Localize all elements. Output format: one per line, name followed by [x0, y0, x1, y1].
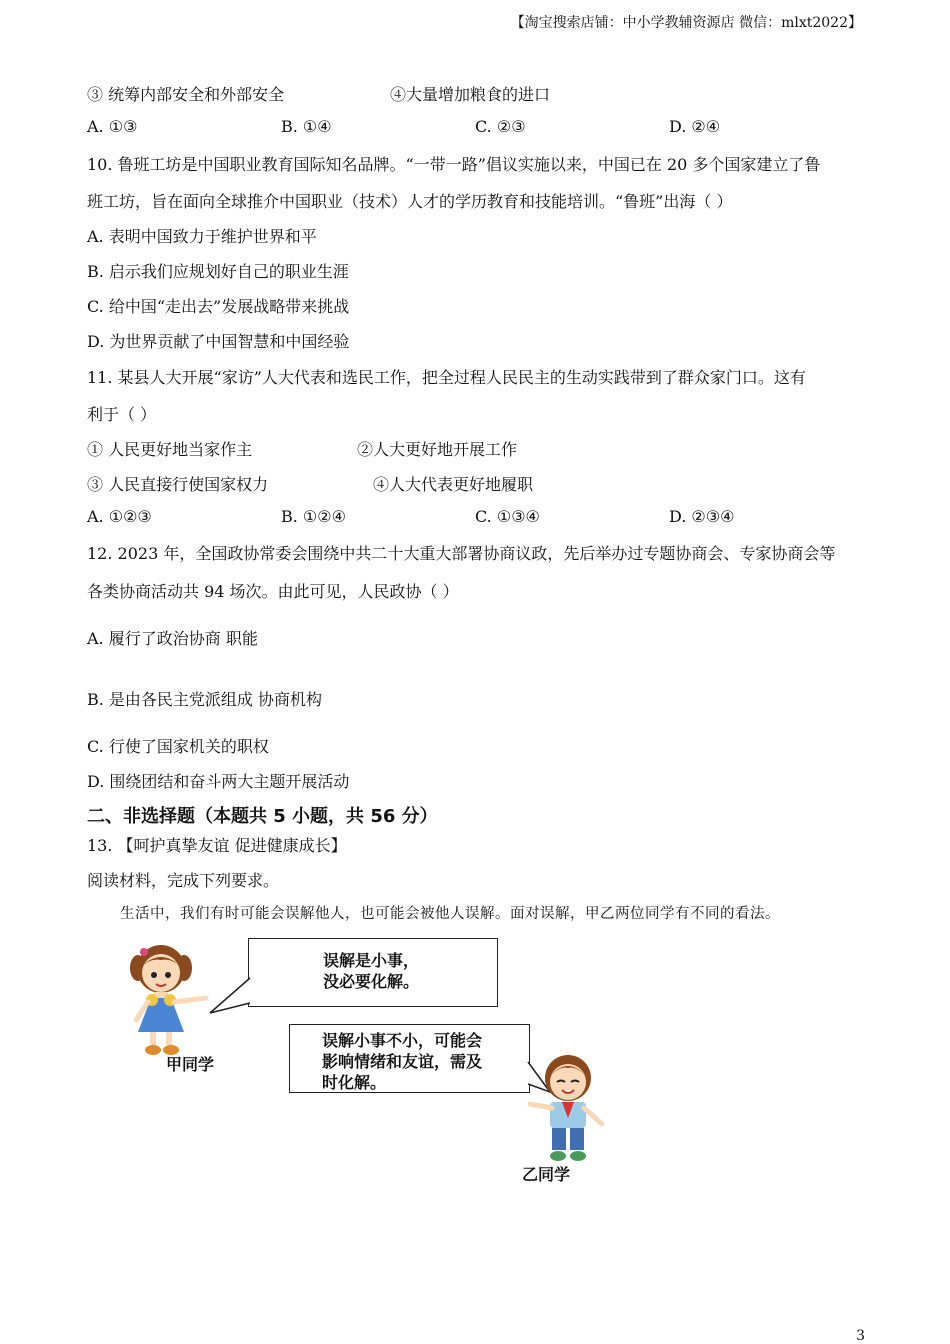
q10-option-a: A. 表明中国致力于维护世界和平	[87, 227, 317, 246]
q12-option-d: D. 围绕团结和奋斗两大主题开展活动	[87, 772, 350, 791]
q12-line2: 各类协商活动共 94 场次。由此可见，人民政协（ ）	[87, 582, 459, 601]
q11-item-2: ②人大更好地开展工作	[357, 440, 518, 459]
q9-choice-c: C. ②③	[475, 117, 526, 136]
page-number: 3	[856, 1328, 865, 1344]
q12-line1: 12. 2023 年，全国政协常委会围绕中共二十大重大部署协商议政，先后举办过专题协商会、专家协商会等	[87, 544, 836, 563]
q10-line2: 班工坊，旨在面向全球推介中国职业（技术）人才的学历教育和技能培训。“鲁班”出海（ ）	[87, 192, 733, 211]
bubble-b-line1: 误解小事不小，可能会	[322, 1031, 483, 1050]
q11-choice-b: B. ①②④	[281, 507, 346, 526]
q11-item-3: ③ 人民直接行使国家权力	[87, 475, 269, 494]
q11-item-4: ④人大代表更好地履职	[373, 475, 534, 494]
bubble-b-line3: 时化解。	[322, 1073, 387, 1092]
student-a-label: 甲同学	[166, 1055, 215, 1074]
q11-line1: 11. 某县人大开展“家访”人大代表和选民工作，把全过程人民民主的生动实践带到了群众家门口。这有	[87, 368, 806, 387]
q9-item-3: ③ 统筹内部安全和外部安全	[87, 85, 285, 104]
section-title: 二、非选择题（本题共 5 小题，共 56 分）	[87, 806, 438, 827]
boy-student-illustration	[524, 1052, 608, 1164]
q10-option-d: D. 为世界贡献了中国智慧和中国经验	[87, 332, 350, 351]
q12-option-a: A. 履行了政治协商 职能	[87, 629, 258, 648]
q13-material: 生活中，我们有时可能会误解他人，也可能会被他人误解。面对误解，甲乙两位同学有不同的看法。	[120, 906, 780, 922]
q9-item-4: ④大量增加粮食的进口	[390, 85, 551, 104]
q11-choice-a: A. ①②③	[87, 507, 152, 526]
bubble-a-line1: 误解是小事，	[323, 951, 420, 970]
q10-line1: 10. 鲁班工坊是中国职业教育国际知名品牌。“一带一路”倡议实施以来，中国已在 20 多个国家建立了鲁	[87, 155, 821, 174]
q13-instruction: 阅读材料，完成下列要求。	[87, 871, 280, 890]
q12-option-b: B. 是由各民主党派组成 协商机构	[87, 690, 323, 709]
speech-bubble-a	[248, 938, 498, 1007]
q11-choice-d: D. ②③④	[669, 507, 735, 526]
q10-option-c: C. 给中国“走出去”发展战略带来挑战	[87, 297, 350, 316]
q13-title: 13. 【呵护真挚友谊 促进健康成长】	[87, 836, 347, 855]
student-b-label: 乙同学	[522, 1165, 571, 1184]
q9-choice-d: D. ②④	[669, 117, 721, 136]
q9-choice-b: B. ①④	[281, 117, 332, 136]
q10-option-b: B. 启示我们应规划好自己的职业生涯	[87, 262, 349, 281]
bubble-a-line2: 没必要化解。	[323, 972, 420, 991]
header-note: 【淘宝搜索店铺：中小学教辅资源店 微信：mlxt2022】	[510, 15, 862, 31]
bubble-b-line2: 影响情绪和友谊，需及	[322, 1052, 483, 1071]
q11-line2: 利于（ ）	[87, 405, 157, 424]
q12-option-c: C. 行使了国家机关的职权	[87, 737, 269, 756]
q11-choice-c: C. ①③④	[475, 507, 540, 526]
q11-item-1: ① 人民更好地当家作主	[87, 440, 253, 459]
girl-student-illustration	[126, 942, 216, 1058]
speech-bubble-b	[289, 1024, 530, 1093]
q9-choice-a: A. ①③	[87, 117, 138, 136]
